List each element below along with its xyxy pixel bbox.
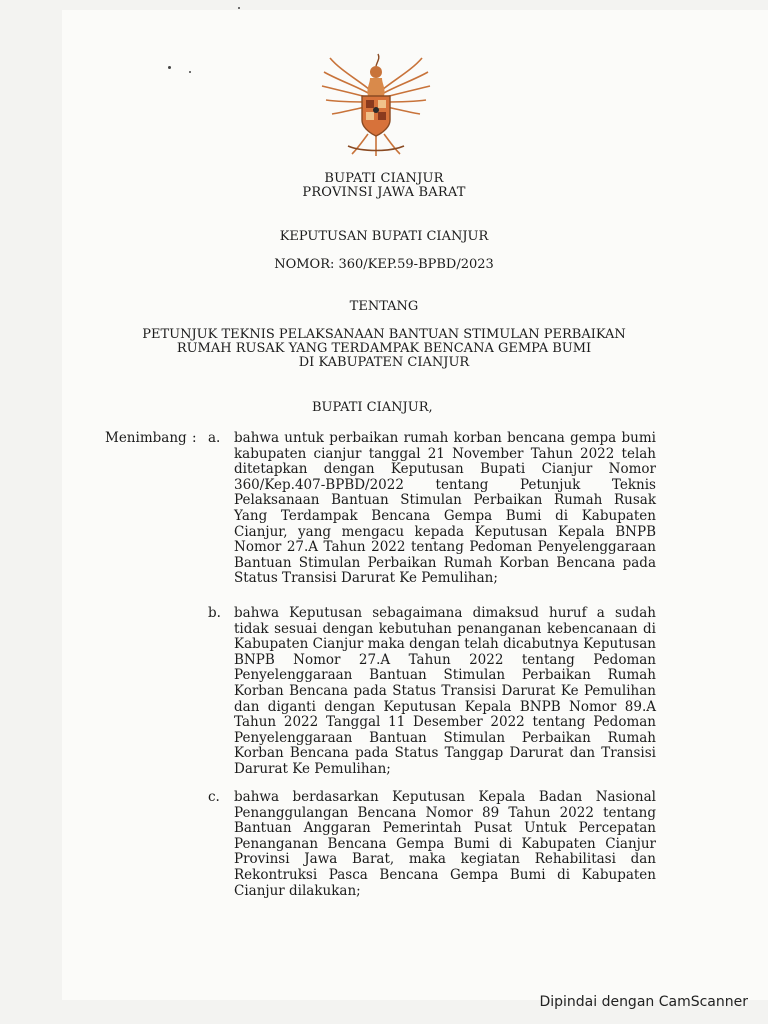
consideration-item-a: bahwa untuk perbaikan rumah korban bencana gempa bumi kabupaten cianjur tanggal 21 November Tahun 2022 telah ditetapkan dengan Keputusan Bupati Cianjur Nomor 360/Kep.407-BPBD/2022 tentang Petunjuk Teknis Pelaksanaan Bantuan Stimulan Perbaikan Rumah Rusak Yang Terdampak Bencana Gempa Bumi di Kabupaten Cianjur, yang mengacu kepada Keputusan Kepala BNPB Nomor 27.A Tahun 2022 tentang Pedoman Penyelenggaraan Bantuan Stimulan Perbaikan Rumah Korban Bencana pada Status Transisi Darurat Ke Pemulihan; [234, 430, 656, 587]
regency-header-line1: BUPATI CIANJUR [324, 171, 444, 186]
item-letter: a. [208, 430, 221, 446]
menimbang-colon: : [192, 430, 197, 446]
item-letter: b. [208, 605, 221, 621]
decree-title: KEPUTUSAN BUPATI CIANJUR [279, 229, 489, 244]
tentang-heading: TENTANG [349, 299, 419, 314]
decree-number: NOMOR: 360/KEP.59-BPBD/2023 [274, 257, 494, 272]
province-header-line2: PROVINSI JAWA BARAT [302, 185, 466, 200]
camscanner-watermark: Dipindai dengan CamScanner [539, 994, 748, 1010]
subject-line1: PETUNJUK TEKNIS PELAKSANAAN BANTUAN STIMULAN PERBAIKAN [142, 327, 626, 342]
subject-line3: DI KABUPATEN CIANJUR [298, 355, 470, 370]
menimbang-label: Menimbang [105, 430, 187, 446]
issuer-line: BUPATI CIANJUR, [312, 400, 433, 415]
garuda-emblem-icon [318, 50, 434, 158]
subject-line2: RUMAH RUSAK YANG TERDAMPAK BENCANA GEMPA BUMI [176, 341, 592, 356]
consideration-item-c: bahwa berdasarkan Keputusan Kepala Badan Nasional Penanggulangan Bencana Nomor 89 Tahun 2022 tentang Bantuan Anggaran Pemerintah Pusat Untuk Percepatan Penanganan Bencana Gempa Bumi di Kabupaten Cianjur Provinsi Jawa Barat, maka kegiatan Rehabilitasi dan Rekontruksi Pasca Bencana Gempa Bumi di Kabupaten Cianjur dilakukan; [234, 789, 656, 899]
item-letter: c. [208, 789, 220, 805]
scan-speck [238, 7, 240, 9]
scan-speck [189, 71, 191, 73]
consideration-item-b: bahwa Keputusan sebagaimana dimaksud huruf a sudah tidak sesuai dengan kebutuhan penanganan kebencanaan di Kabupaten Cianjur maka dengan telah dicabutnya Keputusan BNPB Nomor 27.A Tahun 2022 tentang Pedoman Penyelenggaraan Bantuan Stimulan Perbaikan Rumah Korban Bencana pada Status Transisi Darurat Ke Pemulihan dan diganti dengan Keputusan Kepala BNPB Nomor 89.A Tahun 2022 Tanggal 11 Desember 2022 tentang Pedoman Penyelenggaraan Bantuan Stimulan Perbaikan Rumah Korban Bencana pada Status Tanggap Darurat dan Transisi Darurat Ke Pemulihan; [234, 605, 656, 777]
scan-speck [168, 66, 171, 69]
